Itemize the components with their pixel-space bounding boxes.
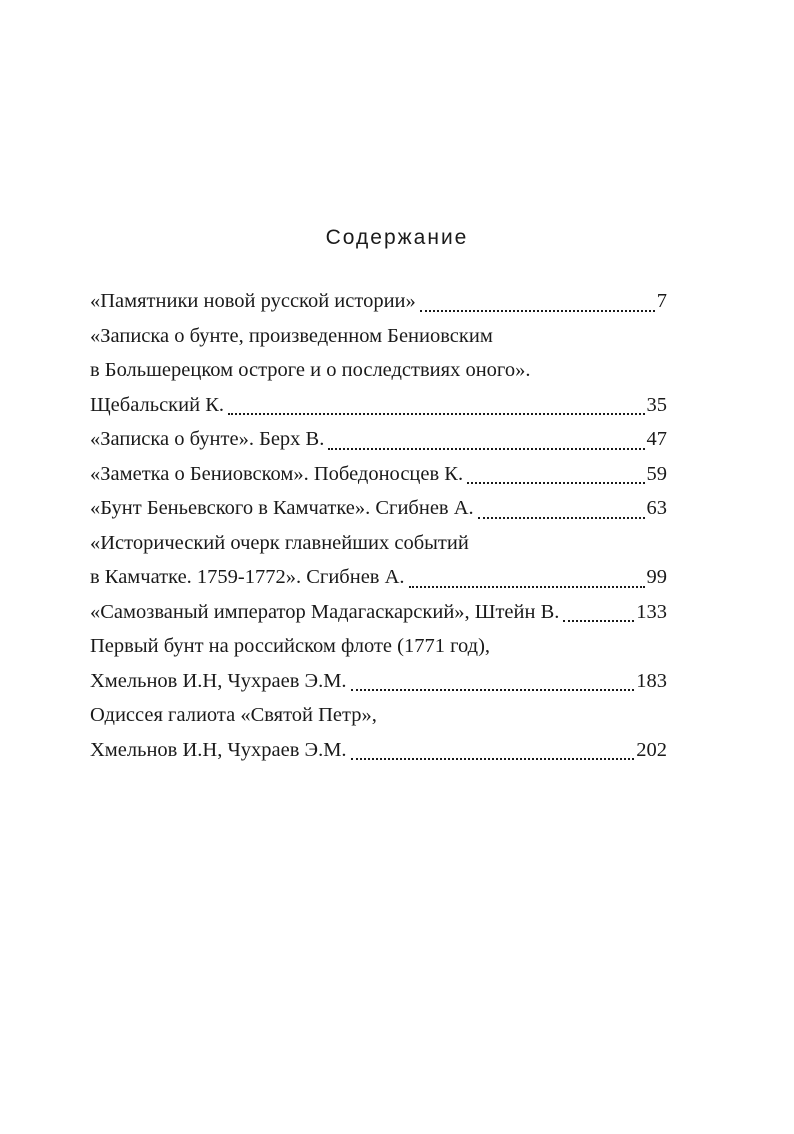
toc-entry-title: «Записка о бунте». Берх В. <box>90 428 325 450</box>
page-title: Содержание <box>325 226 469 249</box>
toc-entry <box>90 700 667 735</box>
toc-dot-leader <box>478 493 645 528</box>
toc-page-number: 99 <box>646 566 667 588</box>
toc-page-number: 7 <box>656 290 667 312</box>
toc-dot-leader <box>328 424 644 459</box>
toc-dot-leader <box>351 735 635 770</box>
toc-entry-title: «Исторический очерк главнейших событий <box>90 531 469 554</box>
toc-page-number: 59 <box>646 462 667 485</box>
toc-entry-title: Хмельнов И.Н, Чухраев Э.М. <box>90 738 347 761</box>
toc-dot-leader <box>409 562 645 597</box>
toc-entry-title: в Камчатке. 1759-1772». Сгибнев А. <box>90 566 405 588</box>
toc-dot-leader <box>563 597 634 632</box>
toc-page-number: 47 <box>646 428 667 450</box>
toc-entry-title: Щебальский К. <box>90 393 224 416</box>
toc-entry <box>90 735 667 770</box>
toc-page-number: 133 <box>636 600 667 623</box>
toc-entry-title: Первый бунт на российском флоте (1771 год), <box>90 635 491 657</box>
table-of-contents <box>90 286 667 769</box>
toc-entry-title: в Большерецком остроге и о последствиях оного». <box>90 359 531 381</box>
toc-entry-title: «Самозваный император Мадагаскарский», Штейн В. <box>90 600 560 623</box>
toc-entry-title: «Записка о бунте, произведенном Бениовским <box>90 324 493 347</box>
toc-entry-title: Хмельнов И.Н, Чухраев Э.М. <box>90 669 347 692</box>
toc-page-number: 63 <box>646 497 667 519</box>
toc-page-number: 202 <box>636 738 667 761</box>
toc-entry <box>90 666 667 701</box>
toc-entry <box>90 390 667 425</box>
toc-dot-leader <box>228 390 645 425</box>
toc-entry-title: «Бунт Беньевского в Камчатке». Сгибнев А. <box>90 497 474 519</box>
toc-page-number: 183 <box>636 669 667 692</box>
toc-entry <box>90 528 667 563</box>
toc-dot-leader <box>420 286 655 321</box>
toc-page-number: 35 <box>646 393 667 416</box>
toc-entry <box>90 631 667 666</box>
toc-entry <box>90 321 667 356</box>
toc-entry <box>90 355 667 390</box>
toc-entry <box>90 424 667 459</box>
toc-entry-title: «Памятники новой русской истории» <box>90 290 416 312</box>
toc-entry <box>90 459 667 494</box>
toc-dot-leader <box>351 666 635 701</box>
toc-entry <box>90 493 667 528</box>
toc-entry-title: «Заметка о Бениовском». Победоносцев К. <box>90 462 464 485</box>
toc-entry <box>90 562 667 597</box>
toc-dot-leader <box>467 459 644 494</box>
toc-entry <box>90 597 667 632</box>
toc-entry-title: Одиссея галиота «Святой Петр», <box>90 704 377 726</box>
toc-entry <box>90 286 667 321</box>
